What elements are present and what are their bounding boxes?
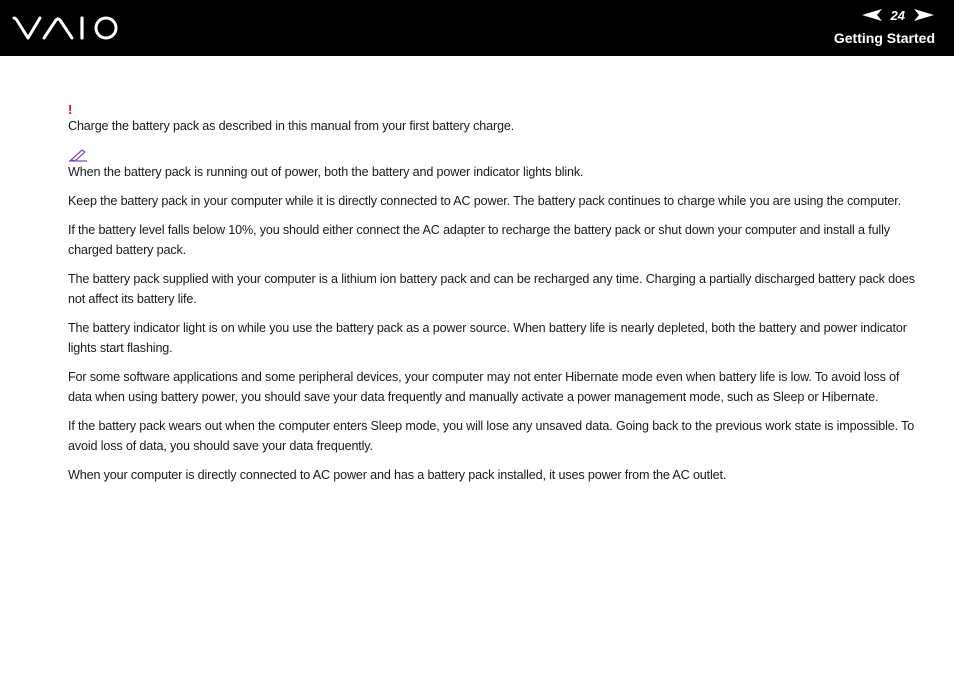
body-paragraph: When your computer is directly connected to AC power and has a battery pack installed, it uses power from the AC outlet. — [68, 468, 727, 482]
body-paragraph: For some software applications and some peripheral devices, your computer may not enter Hibernate mode even when battery life is low. To avoid loss of data when using battery power, you should save your data frequently and manually activate a power management mode, such as Sleep or Hibernate. — [68, 370, 900, 404]
pencil-note-icon — [68, 148, 88, 162]
section-title: Getting Started — [833, 30, 935, 46]
body-paragraph: If the battery pack wears out when the computer enters Sleep mode, you will lose any unsaved data. Going back to the previous work state is impossible. To avoid loss of data, you should save your data frequently. — [68, 419, 915, 453]
page-navigation — [861, 6, 935, 24]
arrow-right-icon — [914, 9, 934, 21]
body-paragraph: Keep the battery pack in your computer while it is directly connected to AC power. The battery pack continues to charge while you are using the computer. — [68, 194, 901, 208]
exclamation-icon: ! — [68, 102, 73, 117]
body-paragraph: If the battery level falls below 10%, you should either connect the AC adapter to recharge the battery pack or shut down your computer and install a fully charged battery pack. — [68, 223, 890, 257]
note-text: When the battery pack is running out of power, both the battery and power indicator lights blink. — [68, 165, 584, 179]
body-paragraph: The battery indicator light is on while you use the battery pack as a power source. When battery life is nearly depleted, both the battery and power indicator lights start flashing. — [68, 321, 907, 355]
page-number: 24 — [890, 7, 905, 23]
next-page-button[interactable] — [913, 8, 935, 22]
page-header — [0, 0, 954, 56]
body-paragraph: The battery pack supplied with your computer is a lithium ion battery pack and can be recharged any time. Charging a partially discharged battery pack does not affect its battery life. — [68, 272, 915, 306]
note-block — [68, 148, 918, 182]
warning-block — [68, 104, 918, 136]
page-content — [68, 104, 918, 494]
vaio-logo — [12, 14, 122, 42]
previous-page-button[interactable] — [861, 8, 883, 22]
arrow-left-icon — [862, 9, 882, 21]
warning-text: Charge the battery pack as described in this manual from your first battery charge. — [68, 119, 515, 133]
